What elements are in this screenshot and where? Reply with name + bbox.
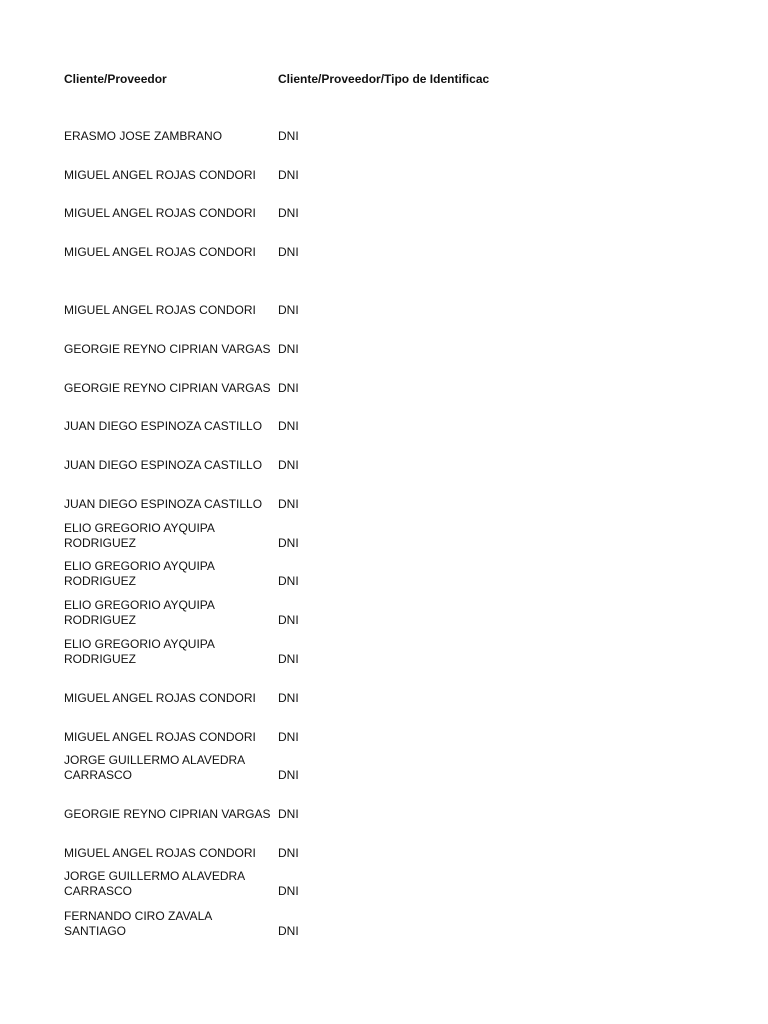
id-type-cell[interactable]: DNI xyxy=(278,652,299,666)
client-name-cell[interactable]: GEORGIE REYNO CIPRIAN VARGAS xyxy=(64,342,271,356)
table-row[interactable] xyxy=(0,909,768,939)
column-header-cliente-proveedor[interactable]: Cliente/Proveedor xyxy=(64,72,167,86)
table-row[interactable] xyxy=(0,288,768,318)
table-row[interactable] xyxy=(0,230,768,260)
id-type-cell[interactable]: DNI xyxy=(278,768,299,782)
id-type-cell[interactable]: DNI xyxy=(278,924,299,938)
client-name-cell[interactable]: JUAN DIEGO ESPINOZA CASTILLO xyxy=(64,458,263,472)
id-type-cell[interactable]: DNI xyxy=(278,342,299,356)
client-name-cell[interactable]: ELIO GREGORIO AYQUIPA RODRIGUEZ xyxy=(64,521,215,550)
id-type-cell[interactable]: DNI xyxy=(278,458,299,472)
table-row[interactable] xyxy=(0,366,768,396)
id-type-cell[interactable]: DNI xyxy=(278,536,299,550)
table-row[interactable] xyxy=(0,191,768,221)
table-row[interactable] xyxy=(0,753,768,783)
client-name-cell[interactable]: ELIO GREGORIO AYQUIPA RODRIGUEZ xyxy=(64,559,215,588)
client-name-cell[interactable]: GEORGIE REYNO CIPRIAN VARGAS xyxy=(64,381,271,395)
id-type-cell[interactable]: DNI xyxy=(278,691,299,705)
client-name-cell[interactable]: ERASMO JOSE ZAMBRANO xyxy=(64,129,223,143)
client-name-cell[interactable]: MIGUEL ANGEL ROJAS CONDORI xyxy=(64,245,256,259)
table-row[interactable] xyxy=(0,443,768,473)
client-name-cell[interactable]: MIGUEL ANGEL ROJAS CONDORI xyxy=(64,168,256,182)
id-type-cell[interactable]: DNI xyxy=(278,245,299,259)
client-name-cell[interactable]: ELIO GREGORIO AYQUIPA RODRIGUEZ xyxy=(64,598,215,627)
client-name-cell[interactable]: JORGE GUILLERMO ALAVEDRA CARRASCO xyxy=(64,753,246,782)
id-type-cell[interactable]: DNI xyxy=(278,846,299,860)
table-row[interactable] xyxy=(0,404,768,434)
client-name-cell[interactable]: ELIO GREGORIO AYQUIPA RODRIGUEZ xyxy=(64,637,215,666)
client-name-cell[interactable]: MIGUEL ANGEL ROJAS CONDORI xyxy=(64,206,256,220)
id-type-cell[interactable]: DNI xyxy=(278,497,299,511)
client-name-cell[interactable]: GEORGIE REYNO CIPRIAN VARGAS xyxy=(64,807,271,821)
client-name-cell[interactable]: FERNANDO CIRO ZAVALA SANTIAGO xyxy=(64,909,212,938)
id-type-cell[interactable]: DNI xyxy=(278,381,299,395)
id-type-cell[interactable]: DNI xyxy=(278,884,299,898)
column-header-tipo-identificacion[interactable]: Cliente/Proveedor/Tipo de Identificac xyxy=(278,72,490,86)
table-row[interactable] xyxy=(0,521,768,551)
table-row[interactable] xyxy=(0,153,768,183)
id-type-cell[interactable]: DNI xyxy=(278,807,299,821)
id-type-cell[interactable]: DNI xyxy=(278,730,299,744)
client-name-cell[interactable]: JUAN DIEGO ESPINOZA CASTILLO xyxy=(64,497,263,511)
table-row[interactable] xyxy=(0,114,768,144)
id-type-cell[interactable]: DNI xyxy=(278,206,299,220)
id-type-cell[interactable]: DNI xyxy=(278,419,299,433)
client-name-cell[interactable]: JORGE GUILLERMO ALAVEDRA CARRASCO xyxy=(64,869,246,898)
table-row[interactable] xyxy=(0,482,768,512)
table-row[interactable] xyxy=(0,869,768,899)
id-type-cell[interactable]: DNI xyxy=(278,168,299,182)
table-row[interactable] xyxy=(0,559,768,589)
client-name-cell[interactable]: MIGUEL ANGEL ROJAS CONDORI xyxy=(64,691,256,705)
table-row[interactable] xyxy=(0,598,768,628)
id-type-cell[interactable]: DNI xyxy=(278,129,299,143)
client-name-cell[interactable]: JUAN DIEGO ESPINOZA CASTILLO xyxy=(64,419,263,433)
client-name-cell[interactable]: MIGUEL ANGEL ROJAS CONDORI xyxy=(64,303,256,317)
client-name-cell[interactable]: MIGUEL ANGEL ROJAS CONDORI xyxy=(64,730,256,744)
client-name-cell[interactable]: MIGUEL ANGEL ROJAS CONDORI xyxy=(64,846,256,860)
id-type-cell[interactable]: DNI xyxy=(278,574,299,588)
table-row[interactable] xyxy=(0,792,768,822)
id-type-cell[interactable]: DNI xyxy=(278,613,299,627)
table-row[interactable] xyxy=(0,327,768,357)
table-row[interactable] xyxy=(0,831,768,861)
table-row[interactable] xyxy=(0,715,768,745)
table-row[interactable] xyxy=(0,676,768,706)
id-type-cell[interactable]: DNI xyxy=(278,303,299,317)
table-row[interactable] xyxy=(0,637,768,667)
